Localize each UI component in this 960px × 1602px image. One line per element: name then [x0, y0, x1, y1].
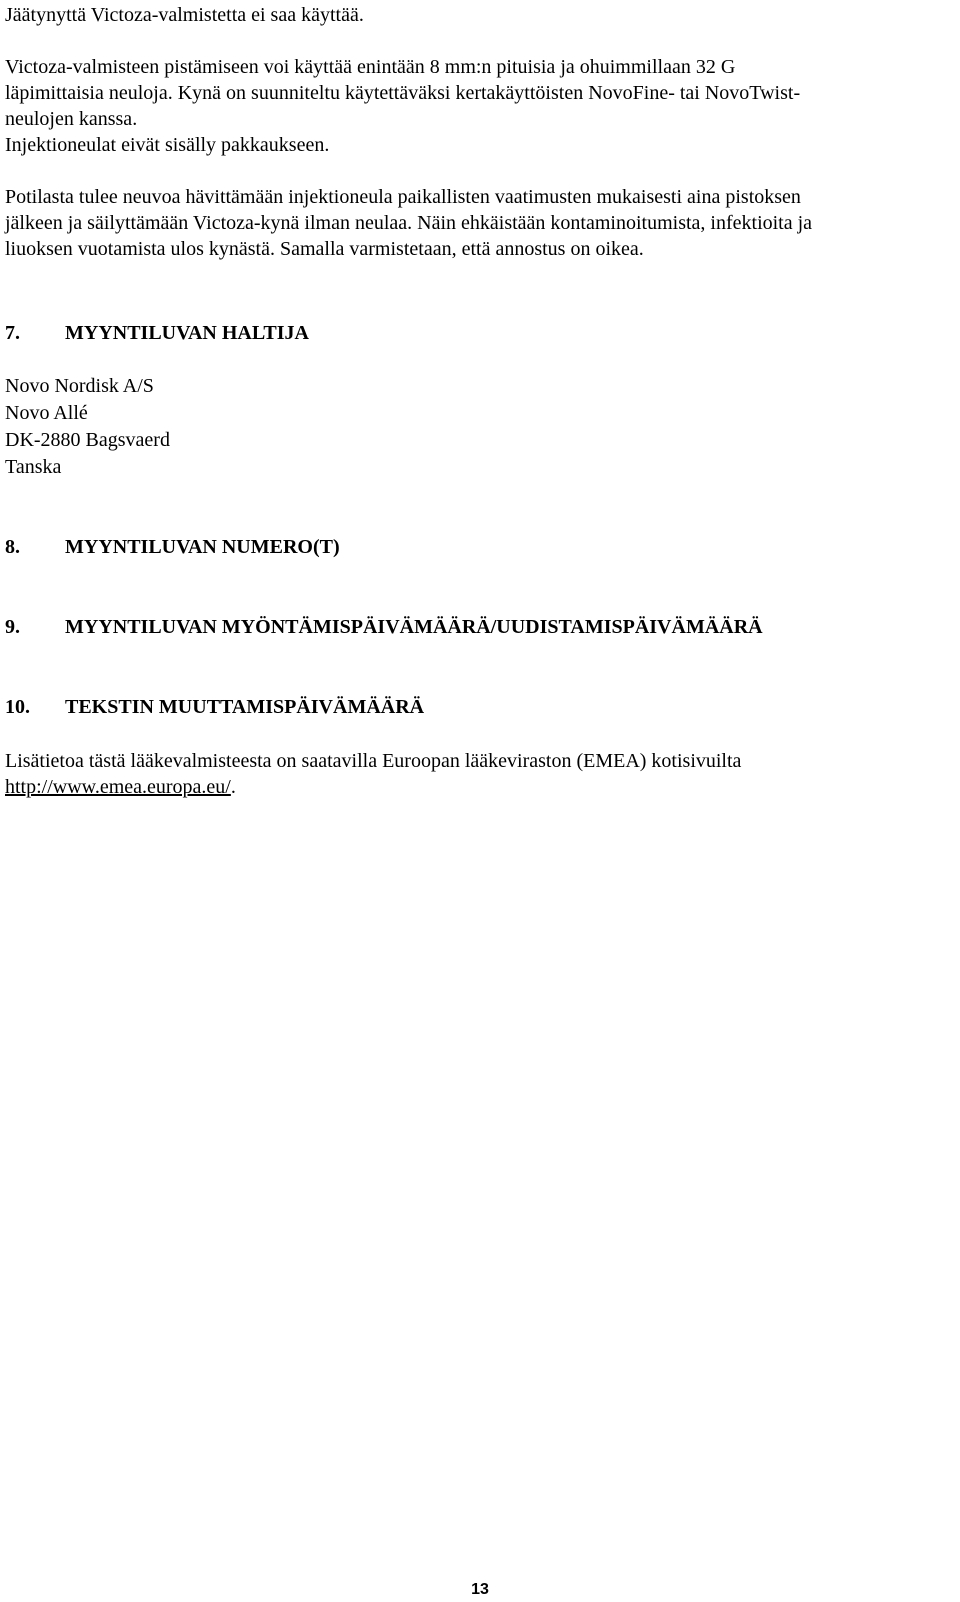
section-8-number: 8. [5, 536, 20, 558]
holder-address-line-1: Novo Nordisk A/S [5, 375, 154, 397]
holder-address-line-4: Tanska [5, 456, 62, 478]
disposal-info-line-3: liuoksen vuotamista ulos kynästä. Samalla varmistetaan, että annostus on oikea. [5, 238, 644, 260]
page-number: 13 [471, 1581, 489, 1598]
section-9-title: MYYNTILUVAN MYÖNTÄMISPÄIVÄMÄÄRÄ/UUDISTAMISPÄIVÄMÄÄRÄ [65, 616, 763, 638]
needle-info-line-1: Victoza-valmisteen pistämiseen voi käyttää enintään 8 mm:n pituisia ja ohuimmillaan 32 G [5, 56, 736, 78]
needle-info-line-3: neulojen kanssa. [5, 108, 138, 130]
disposal-info-line-1: Potilasta tulee neuvoa hävittämään injektioneula paikallisten vaatimusten mukaisesti aina pistoksen [5, 186, 801, 208]
section-9-heading [5, 614, 763, 640]
section-10-title: TEKSTIN MUUTTAMISPÄIVÄMÄÄRÄ [65, 696, 425, 718]
more-info-link-line [5, 774, 236, 800]
more-info-suffix: . [230, 776, 236, 798]
needle-info-line-4: Injektioneulat eivät sisälly pakkaukseen. [5, 134, 330, 156]
section-8-heading [5, 534, 340, 560]
section-10-heading [5, 694, 424, 720]
section-7-number: 7. [5, 322, 20, 344]
section-7-heading [5, 320, 309, 346]
emea-website-link[interactable]: http://www.emea.europa.eu/ [5, 776, 231, 798]
holder-address-line-3: DK-2880 Bagsvaerd [5, 429, 170, 451]
section-7-title: MYYNTILUVAN HALTIJA [65, 322, 309, 344]
section-10-number: 10. [5, 696, 30, 718]
section-9-number: 9. [5, 616, 20, 638]
needle-info-line-2: läpimittaisia neuloja. Kynä on suunniteltu käytettäväksi kertakäyttöisten NovoFine- tai NovoTwist- [5, 82, 801, 104]
disposal-info-line-2: jälkeen ja säilyttämään Victoza-kynä ilman neulaa. Näin ehkäistään kontaminoitumista, infektioita ja [5, 212, 813, 234]
holder-address-line-2: Novo Allé [5, 402, 88, 424]
more-info-text: Lisätietoa tästä lääkevalmisteesta on saatavilla Euroopan lääkeviraston (EMEA) kotisivuilta [5, 750, 742, 772]
frozen-warning-text: Jäätynyttä Victoza-valmistetta ei saa käyttää. [5, 4, 364, 26]
section-8-title: MYYNTILUVAN NUMERO(T) [65, 536, 340, 558]
